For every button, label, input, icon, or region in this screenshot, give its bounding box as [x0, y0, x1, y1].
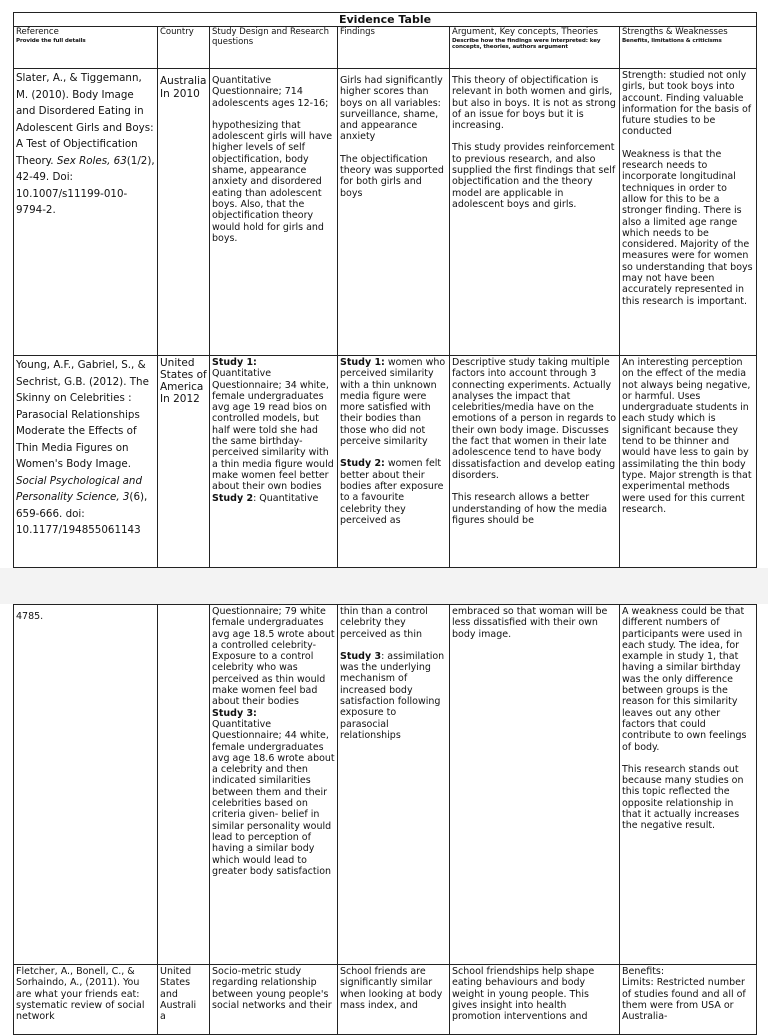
strengths-cell — [620, 69, 757, 356]
strengths-text: An interesting perception on the effect of the media not always being negative, or harmful. Uses undergraduate students in each study which is significant because they tend to be thinner and would have less to gain by assimilating the thin body type. Major strength is that experimental methods were used for this current research. — [622, 357, 752, 515]
argument-text: This theory of objectification is relevant in both women and girls, but also in boys. It is not as strong of an issue for boys but it is increasing. — [452, 75, 616, 132]
header-strengths — [620, 27, 757, 69]
findings-cell: School friends are significantly similar when looking at body mass index, and — [338, 965, 450, 1035]
study-label: Study 2 — [212, 492, 254, 504]
design-text: Quantitative Questionnaire; 714 adolescents ages 12-16; — [212, 75, 329, 109]
findings-text: : assimilation was the underlying mechanism of increased body satisfaction following exposure to parasocial relationships — [340, 650, 445, 741]
strengths-text: Strength: studied not only girls, but took boys into account. Finding valuable information for the basis of future studies to be conducted — [622, 70, 752, 138]
table-title: Evidence Table — [14, 13, 757, 27]
findings-text: Girls had significantly higher scores than boys on all variables: surveillance, shame, and appearance anxiety — [340, 75, 443, 143]
table-row — [14, 69, 757, 356]
argument-text: This research allows a better understanding of how the media figures should be — [452, 492, 608, 526]
design-cell — [210, 69, 338, 356]
argument-text: This study provides reinforcement to previous research, and also supplied the first findings that self objectification and the theory model are applicable in adolescent boys and girls. — [452, 142, 616, 210]
country-text: United States of America — [160, 357, 207, 393]
design-text: Questionnaire; 79 white female undergraduates avg age 18.5 wrote about a controlled celebrity- Exposure to a control celebrity who was perceived as thin would make women feel bad about their bodies — [212, 606, 335, 708]
findings-text: women felt better about their bodies after exposure to a favourite celebrity they perceived as — [340, 458, 444, 526]
strengths-text: A weakness could be that different numbers of participants were used in each study. The idea, for example in study 1, that having a similar birthday was the only difference between groups is the reason for this similarity leaves out any other factors that could contribute to own feelings of body. — [622, 606, 747, 753]
study-label: Study 3 — [340, 650, 382, 662]
findings-text: The objectification theory was supported for both girls and boys — [340, 153, 444, 199]
reference-cell: Fletcher, A., Bonell, C., & Sorhaindo, A., (2011). You are what your friends eat: systematic review of social network — [14, 965, 158, 1035]
country-cell — [158, 356, 210, 568]
strengths-text: This research stands out because many studies on this topic reflected the opposite relationship in that it actually increases the negative result. — [622, 763, 744, 832]
design-cell: Socio-metric study regarding relationship between young people's social networks and their — [210, 965, 338, 1035]
findings-cell — [338, 605, 450, 965]
findings-cell — [338, 69, 450, 356]
reference-details: (1/2), 42-49. Doi: 10.1007/s11199-010-9794-2. — [16, 154, 155, 216]
table-row — [14, 356, 757, 568]
header-reference-sub: Provide the full details — [16, 37, 86, 44]
year-text: In 2012 — [160, 393, 200, 405]
argument-cell — [450, 356, 620, 568]
argument-cell — [450, 605, 620, 965]
evidence-table-continued — [13, 604, 757, 1035]
study-label: Study 2: — [340, 458, 385, 470]
design-text: hypothesizing that adolescent girls will have higher levels of self objectification, body shame, appearance anxiety and disordered eating than adolescent boys. Also, that the objectification theory would hold for girls and boys. — [212, 119, 333, 244]
document-page-2 — [0, 604, 768, 1024]
reference-cell — [14, 356, 158, 568]
reference-text: Slater, A., & Tiggemann, M. (2010). Body Image and Disordered Eating in Adolescent Girls and Boys: A Test of Objectification Theory. — [16, 72, 154, 167]
header-strengths-label: Strengths & Weaknesses — [622, 27, 728, 37]
header-findings: Findings — [338, 27, 450, 69]
header-design: Study Design and Research questions — [210, 27, 338, 69]
year-text: In 2010 — [160, 87, 200, 100]
strengths-text: Limits: Restricted number of studies found and all of them were from USA or Australia- — [622, 977, 746, 1023]
header-argument-sub: Describe how the findings were interpreted: key concepts, theories, authors argument — [452, 37, 601, 51]
argument-cell: School friendships help shape eating behaviours and body weight in young people. This gives insight into health promotion interventions and — [450, 965, 620, 1035]
study-label: Study 1: — [340, 357, 385, 368]
reference-text: Young, A.F., Gabriel, S., & Sechrist, G.B. (2012). The Skinny on Celebrities : Parasocial Relationships Moderate the Effects of Thin Media Figures on Women's Body Image. — [16, 359, 149, 470]
strengths-cell — [620, 605, 757, 965]
country-cell — [158, 605, 210, 965]
country-cell — [158, 965, 210, 1035]
country-text: a — [160, 1011, 166, 1023]
header-row — [14, 27, 757, 69]
reference-journal: Social Psychological and Personality Science, 3 — [16, 474, 142, 503]
table-row — [14, 965, 757, 1035]
header-argument — [450, 27, 620, 69]
reference-details: (6), 659-666. doi: 10.1177/194855061143 — [16, 491, 148, 536]
header-strengths-sub: Benefits, limitations & criticisms — [622, 37, 722, 44]
country-cell — [158, 69, 210, 356]
findings-text: thin than a control celebrity they perceived as thin — [340, 606, 428, 640]
header-country: Country — [158, 27, 210, 69]
design-text: : Quantitative — [253, 492, 319, 504]
design-cell — [210, 605, 338, 965]
evidence-table — [13, 12, 757, 568]
table-row — [14, 605, 757, 965]
study-label: Study 1: — [212, 357, 257, 368]
reference-journal: Sex Roles, 63 — [56, 154, 127, 167]
header-argument-label: Argument, Key concepts, Theories — [452, 27, 598, 37]
design-text: Quantitative Questionnaire; 34 white, female undergraduates avg age 19 read bios on controlled models, but half were told she had the same birthday- perceived similarity with a thin media figure would make women feel better about their own bodies — [212, 368, 334, 493]
findings-cell — [338, 356, 450, 568]
header-reference — [14, 27, 158, 69]
reference-cell: 4785. — [14, 605, 158, 965]
study-label: Study 3: — [212, 707, 257, 719]
argument-text: embraced so that woman will be less dissatisfied with their own body image. — [452, 606, 608, 640]
strengths-cell — [620, 965, 757, 1035]
argument-text: Descriptive study taking multiple factors into account through 3 connecting experiments. Actually analyses the impact that celebrities/media have on the emotions of a person in regards to their own body image. Discusses the fact that women in their late adolescence tend to have body dissatisfaction and develop eating disorders. — [452, 357, 617, 481]
design-cell — [210, 356, 338, 568]
header-reference-label: Reference — [16, 27, 59, 37]
strengths-text: Weakness is that the research needs to incorporate longitudinal techniques in order to allow for this to be a stronger finding. There is also a limited age range which needs to be considered. Majority of the measures were for women so understanding that boys may not have been accurately represented in this research is important. — [622, 148, 753, 307]
page-gap — [0, 568, 768, 604]
strengths-cell — [620, 356, 757, 568]
country-text: United States and Australi — [160, 966, 197, 1011]
country-text: Australia — [160, 75, 207, 87]
argument-cell — [450, 69, 620, 356]
strengths-text: Benefits: — [622, 966, 665, 977]
findings-text: women who perceived similarity with a thin unknown media figure were more satisfied with their bodies than those who did not perceive similarity — [340, 357, 446, 448]
reference-cell — [14, 69, 158, 356]
design-text: Quantitative Questionnaire; 44 white, female undergraduates avg age 18.6 wrote about a celebrity and then indicated similarities between them and their celebrities based on criteria given- belief in similar personality would lead to perception of having a similar body which would lead to greater body satisfaction — [212, 718, 335, 877]
